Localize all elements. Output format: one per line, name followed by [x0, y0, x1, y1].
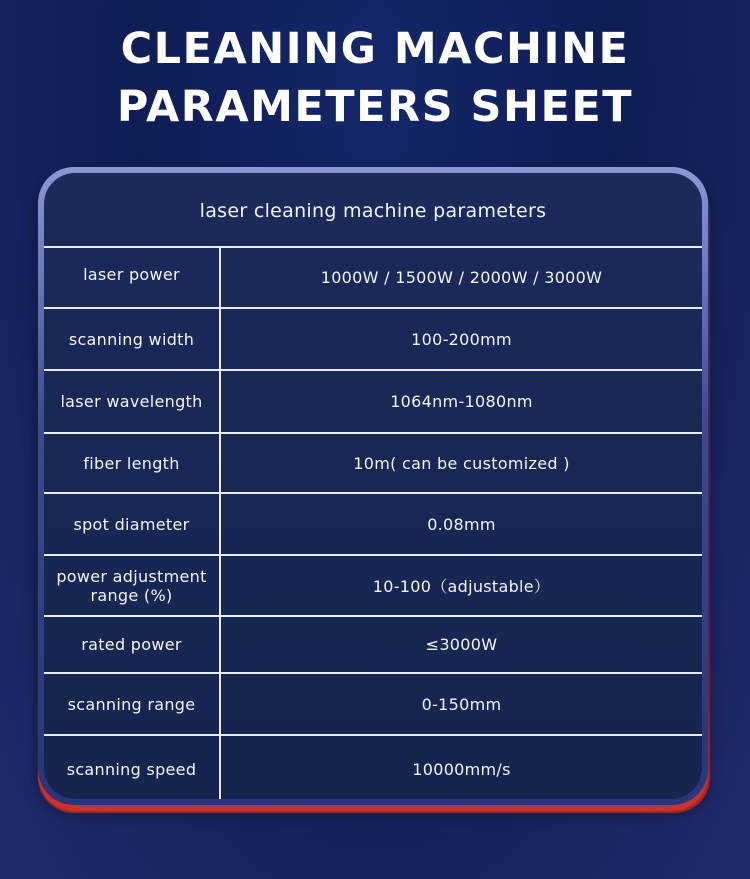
table-row: [44, 616, 702, 673]
page-title-line-1: CLEANING MACHINE: [120, 24, 630, 74]
row-label-scanning-width: scanning width: [44, 308, 220, 370]
row-label-spot-diameter: spot diameter: [44, 493, 220, 555]
row-value-laser-wavelength: 1064nm-1080nm: [220, 370, 702, 433]
row-label-scanning-speed: scanning speed: [44, 735, 220, 799]
row-value-scanning-range: 0-150mm: [220, 673, 702, 735]
table-row: [44, 555, 702, 616]
parameters-card-inner: [44, 173, 702, 799]
row-label-power-adjustment-range: power adjustment range (%): [44, 555, 220, 616]
row-value-power-adjustment-range: 10-100（adjustable）: [220, 555, 702, 616]
row-value-spot-diameter: 0.08mm: [220, 493, 702, 555]
table-row: [44, 247, 702, 308]
table-row: [44, 673, 702, 735]
row-value-rated-power: ≤3000W: [220, 616, 702, 673]
row-label-rated-power: rated power: [44, 616, 220, 673]
table-row: [44, 370, 702, 433]
row-value-laser-power: 1000W / 1500W / 2000W / 3000W: [220, 247, 702, 308]
table-row: [44, 433, 702, 493]
table-row: [44, 735, 702, 799]
table-row: [44, 308, 702, 370]
row-label-scanning-range: scanning range: [44, 673, 220, 735]
row-label-laser-wavelength: laser wavelength: [44, 370, 220, 433]
parameters-card: [38, 167, 708, 805]
table-title: laser cleaning machine parameters: [199, 200, 547, 222]
row-value-fiber-length: 10m( can be customized ): [220, 433, 702, 493]
row-value-scanning-width: 100-200mm: [220, 308, 702, 370]
row-label-laser-power: laser power: [44, 247, 220, 308]
row-value-scanning-speed: 10000mm/s: [220, 735, 702, 799]
table-row: [44, 493, 702, 555]
row-label-fiber-length: fiber length: [44, 433, 220, 493]
parameters-table: [44, 246, 702, 799]
page-title-line-2: PARAMETERS SHEET: [116, 82, 634, 132]
